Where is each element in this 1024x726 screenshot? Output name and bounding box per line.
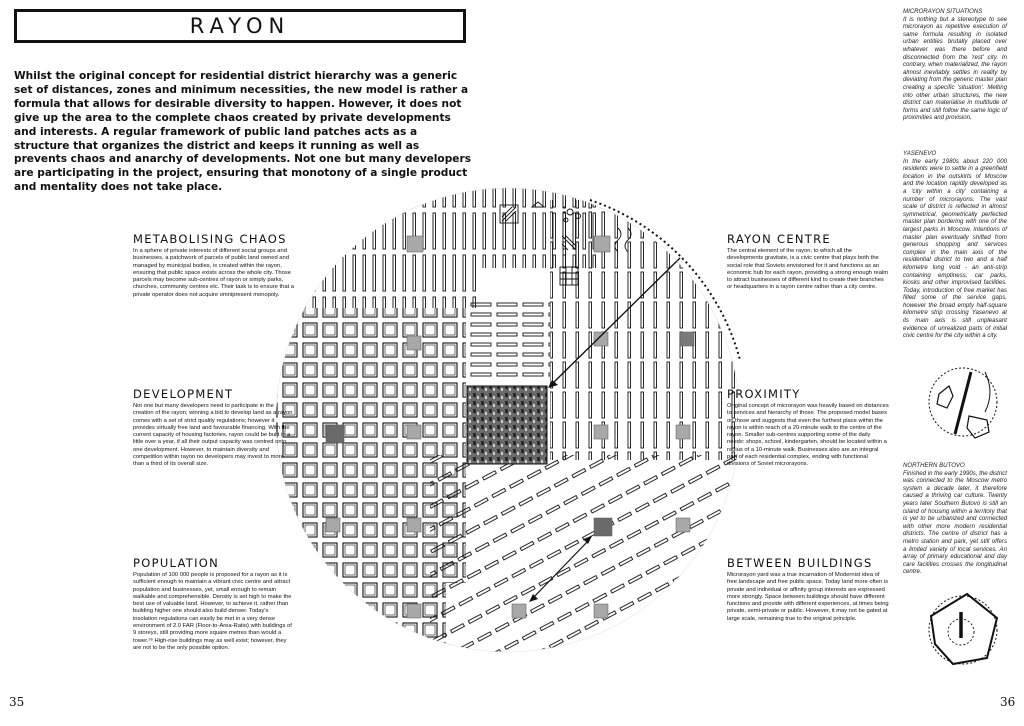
proximity-section: [727, 387, 889, 469]
section-body: Microrayon yard was a true incarnation of Modernist idea of free landscape and free public space. Today land more often is private and individual or affinity group interests are expressed more strongly. Space between buildings should have different functions and provide with different experiences, at times being private, semi-private or public. However, it may not be gated at large scale, remaining true to the original principle.: [727, 572, 889, 622]
page-number-left: 35: [9, 695, 25, 709]
metabolising-chaos-section: [133, 232, 298, 299]
section-heading: METABOLISING CHAOS: [133, 232, 287, 246]
sidebar-body: Finished in the early 1990s, the district was connected to the Moscow metro system a decade later, it therefore caused a thriving car culture. Twenty years later Southern Butovo is still an island of housing within a territory that is yet to be urbanized and connected with other more modern residential districts. The centre of district has a metro station and park, yet still offers a limited variety of local services. An array of primary educational and day care facilities crosses the longitudinal centre.: [903, 469, 1007, 576]
section-heading: BETWEEN BUILDINGS: [727, 556, 873, 570]
section-body: Population of 100 000 people is proposed for a rayon as it is sufficient enough to maintain a vibrant civic centre and attract population and businesses, yet, small enough to remain walkable and comprehensible. Density is set high to make the best use of valuable land. However, to achieve it, rather than building higher one should also build denser. Today's insolation regulations can easily be met in a very dense environment of 2.0 FAR (Floor-to-Area-Ratio) with buildings of 9 storeys, still providing more square metres than would a tower.²⁸ High-rise buildings may as well exist; however, they are not to be the only possible option.: [133, 572, 292, 651]
section-body: Not one but many developers need to participate in the creation of the rayon; winning a bid to develop land as a rayon comes with a set of strict quality regulations; however it provides virtually free land and favourable financing. With the current capacity of housing factories, rayon could be built in a little over a year, if all their output capacity was centred onto one development. However, to maintain diversity and competition within rayon no developers may invest to more than a third of its overall size.: [133, 403, 293, 468]
section-heading: RAYON CENTRE: [727, 232, 831, 246]
sidebar-butovo: [903, 462, 1007, 576]
yasenevo-plan-icon: [925, 362, 1001, 448]
intro-paragraph: Whilst the original concept for residential district hierarchy was a generic set of distances, zones and minimum necessities, the new model is rather a formula that allows for desirable diversity to happen. However, it does not give up the area to the complete chaos created by private developments and interests. A regular framework of public land patches acts as a structure that organizes the district and keeps it running as well as prevents chaos and anarchy of developments. Not one but many developers are participating in the project, ensuring that monotony of a single product and mentality does not take place.: [14, 70, 471, 194]
sidebar-body: It is nothing but a stereotype to see microrayon as repetitive execution of same formula resulting in isolated urban entities brutally placed over whatever was there before and disconnected from the 'rest' city. In contrary, when materialized, the rayon almost inevitably settles in reality by deviating from the generic master plan creating a specific 'situation'. Melting into other urban structures, the new district can materialise in multitude of forms and still follow the same logic of proximities and provision.: [903, 15, 1007, 122]
sidebar-yasenevo: [903, 150, 1007, 340]
page-number-right: 36: [1000, 695, 1016, 709]
between-buildings-section: [727, 556, 889, 623]
sidebar-body: In the early 1980s about 220 000 residents were to settle in a greenfield location in the outskirts of Moscow and the location rapidly developed as a 'city within a city' containing a number of microrayons. The vast scale of district is reflected in almost symmetrical, geometrically perfected master plan bordering with one of the largest parks in Moscow. Intentions of master plan eventually shifted from generous shopping and services complex in the main axis of the residential district to two and a half kilometre long void - an anti-strip containing emptiness, car parks, kiosks and other improvised facilities. Today, introduction of free market has filled some of the service gaps, however the broad empty half-square kilometre strip crossing Yasenevo at its main axis is still unpleasant evidence of unrealized parts of initial civic centre for the city within a city.: [903, 157, 1007, 340]
sidebar-heading: NORTHERN BUTOVO: [903, 462, 965, 469]
sidebar-heading: MICRORAYON SITUATIONS: [903, 8, 983, 15]
page-title: RAYON: [189, 14, 291, 38]
section-heading: POPULATION: [133, 556, 220, 570]
sidebar-heading: YASENEVO: [903, 150, 937, 157]
section-body: Original concept of microrayon was heavily based on distances to services and hierarchy of those. The proposed model bases on those and suggests that even the furthest place within the rayon is within reach of a 20-minute walk to the centre of the rayon. Smaller sub-centres supporting some of the daily needs: shops, school, kindergarten, should be located within a radius of a 10-minute walk. Businesses also are an integral part of each residential complex, ending with functional divisions of Soviet microrayons.: [727, 403, 889, 468]
sidebar-situations: [903, 8, 1007, 122]
population-section: [133, 556, 293, 652]
butovo-plan-icon: [925, 586, 1005, 672]
rayon-centre-section: [727, 232, 889, 292]
section-heading: DEVELOPMENT: [133, 387, 234, 401]
development-section: [133, 387, 293, 469]
section-body: In a sphere of private interests of different social groups and businesses, a patchwork of parcels of public land owned and managed by municipal bodies, is created within the rayon, ensuring that public space exists across the whole city. Those parcels may become sub-centres of rayon or simply parks, churches, community centres etc. Their task is to ensure that a private operator does not acquire omnipresent monopoly.: [133, 248, 294, 298]
section-body: The central element of the rayon, to which all the developments gravitate, is a civic centre that plays both the social role that Soviets envisioned for it and functions as an economic hub for each rayon, providing a strong enough realm to attract businesses of different kind to create their branches or headquarters in a rayon centre rather than a city centre.: [727, 248, 889, 291]
section-heading: PROXIMITY: [727, 387, 801, 401]
